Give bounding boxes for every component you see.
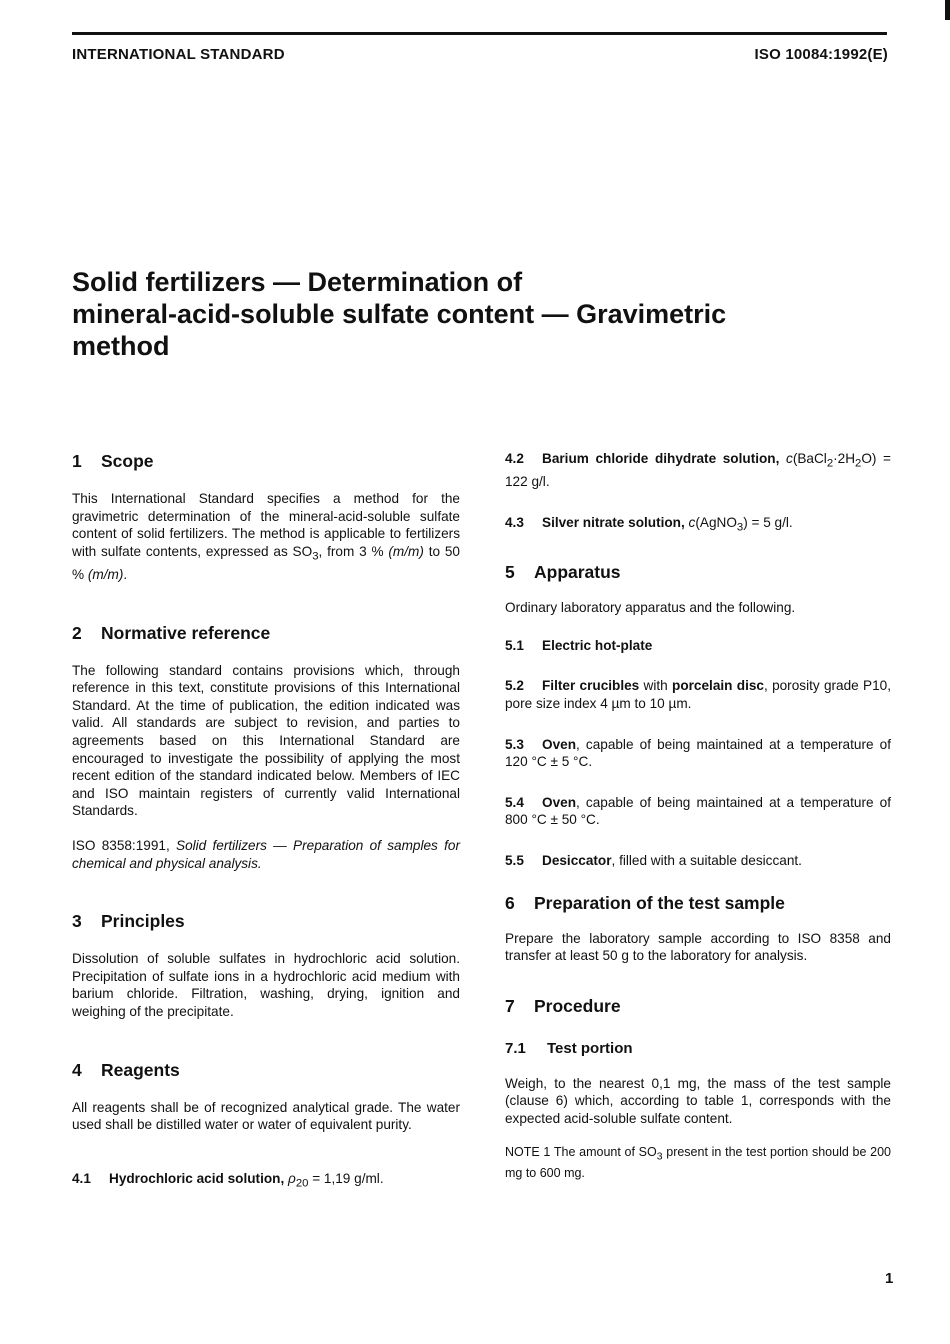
section-title: Apparatus [534, 562, 621, 583]
section-title: Normative reference [101, 622, 271, 643]
note-1: NOTE 1 The amount of $SO_3$ present in the test portion should be 200 mg to 600 mg. [505, 1144, 891, 1181]
section-number: 2 [72, 622, 82, 643]
section-number: 1 [72, 451, 82, 471]
test-sample-paragraph: Prepare the laboratory sample according to ISO 8358 and transfer at least 50 g to the laboratory for analysis. [505, 930, 891, 964]
section-7-heading [505, 995, 891, 1017]
left-column [72, 450, 460, 1193]
section-title: Principles [101, 911, 185, 932]
section-number: 3 [72, 911, 82, 932]
section-5-heading [505, 561, 891, 583]
header-rule [72, 32, 887, 35]
page-number: 1 [885, 1270, 894, 1287]
apparatus-5-3: 5.3 Oven, capable of being maintained at a temperature of 120 °C ± 5 °C. [505, 736, 891, 770]
subsection-7-1-heading: 7.1 Test portion [505, 1039, 633, 1057]
document-title [72, 266, 852, 362]
title-line-3: method [72, 331, 170, 361]
section-3-heading [72, 910, 460, 932]
section-title: Preparation of the test sample [534, 892, 785, 913]
apparatus-5-5: 5.5 Desiccator, filled with a suitable desiccant. [505, 852, 802, 868]
section-4-heading [72, 1059, 460, 1081]
normative-reference-citation: ISO 8358:1991, Solid fertilizers — Preparation of samples for chemical and physical analysis. [72, 838, 460, 871]
reagent-4-1: 4.1 Hydrochloric acid solution, $\rho_{20} = 1,19$ g/ml. [72, 1170, 384, 1190]
section-number: 6 [505, 892, 515, 913]
title-line-1: Solid fertilizers — Determination of [72, 267, 523, 297]
apparatus-5-4: 5.4 Oven, capable of being maintained at a temperature of 800 °C ± 50 °C. [505, 794, 891, 828]
title-line-2: mineral-acid-soluble sulfate content — Gravimetric [72, 299, 727, 329]
section-1-heading [72, 450, 460, 472]
header-standard-number: ISO 10084:1992(E) [754, 46, 888, 63]
apparatus-5-1: 5.1 Electric hot-plate [505, 637, 653, 653]
section-number: 5 [505, 562, 515, 583]
normative-reference-paragraph: The following standard contains provisions which, through reference in this text, constitute provisions of this International Standard. At the time of publication, the edition indicated was valid. All standards are subject to revision, and parties to agreements based on this International Standard are encouraged to investigate the possibility of applying the most recent edition of the standard indicated below. Members of IEC and ISO maintain registers of currently valid International Standards. [72, 662, 460, 819]
section-title: Reagents [101, 1059, 180, 1080]
right-column [505, 450, 891, 1181]
reagent-4-3: 4.3 Silver nitrate solution, c(AgNO$_3$) = 5 g/l. [505, 514, 793, 534]
section-title: Procedure [534, 995, 621, 1016]
reagent-4-2: 4.2 Barium chloride dihydrate solution, $c(BaCl_2\cdot 2H_2O) = 122$ g/l. [505, 451, 892, 490]
principles-paragraph: Dissolution of soluble sulfates in hydrochloric acid solution. Precipitation of sulfate ions in a hydrochloric acid medium with barium chloride. Filtration, washing, drying, ignition and weighing of the precipitate. [72, 951, 460, 1019]
section-2-heading [72, 622, 460, 644]
section-number: 7 [505, 995, 515, 1016]
section-number: 4 [72, 1059, 82, 1080]
reagents-paragraph: All reagents shall be of recognized analytical grade. The water used shall be distilled water or water of equivalent purity. [72, 1099, 460, 1133]
test-portion-paragraph: Weigh, to the nearest 0,1 mg, the mass of the test sample (clause 6) which, according to table 1, corresponds with the expected acid-soluble sulfate content. [505, 1075, 891, 1126]
apparatus-paragraph: Ordinary laboratory apparatus and the following. [505, 600, 796, 616]
section-6-heading [505, 892, 891, 914]
apparatus-5-2: 5.2 Filter crucibles with porcelain disc, porosity grade P10, pore size index 4 µm to 10 µm. [505, 678, 892, 711]
page-edge-mark [945, 0, 950, 20]
section-title: Scope [101, 451, 154, 471]
scope-paragraph: This International Standard specifies a method for the gravimetric determination of the mineral-acid-soluble sulfate content of solid fertilizers. The method is applicable to fertilizers with sulfate contents, expressed as $SO_3$, from 3 % (m/m) to 50 % (m/m). [72, 491, 460, 583]
header-standard-label: INTERNATIONAL STANDARD [72, 46, 285, 63]
